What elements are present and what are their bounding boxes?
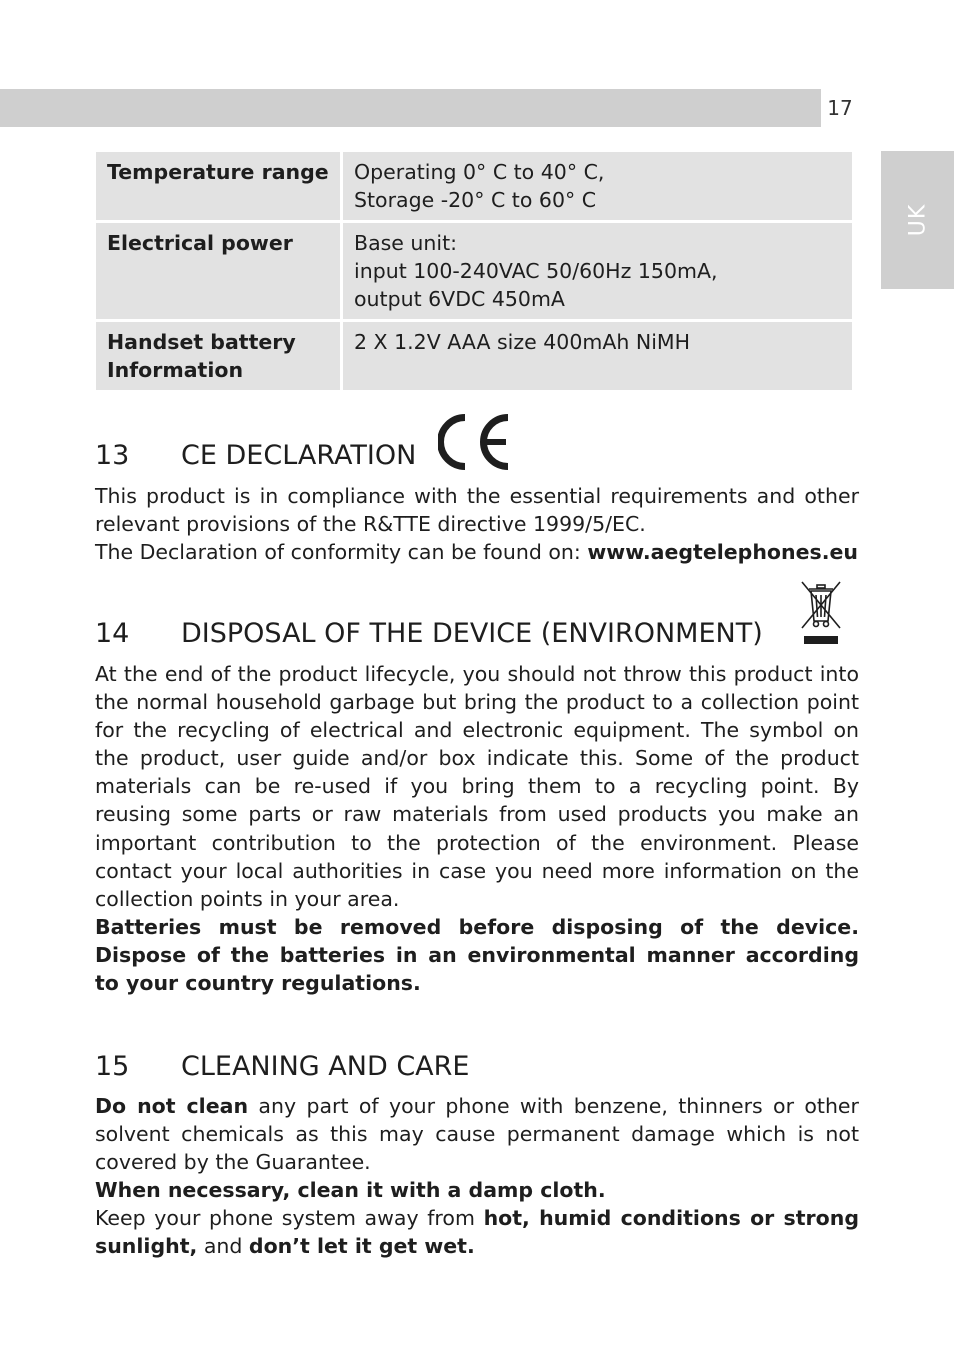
crossed-out-bin-icon (800, 580, 842, 648)
section-heading-cleaning (95, 1050, 469, 1084)
spec-label: Handset battery Information (96, 322, 340, 390)
section-number: 13 (95, 440, 130, 471)
language-tab-label: UK (905, 203, 930, 237)
section-title: CE DECLARATION (181, 440, 417, 471)
spec-label: Temperature range (96, 152, 340, 220)
ce-mark-icon (438, 414, 512, 470)
declaration-link[interactable]: www.aegtelephones.eu (587, 540, 859, 565)
spec-value: 2 X 1.2V AAA size 400mAh NiMH (343, 322, 852, 390)
table-row (96, 152, 852, 220)
section-number: 15 (95, 1051, 130, 1082)
table-row (96, 322, 852, 390)
spec-value: Base unit: input 100-240VAC 50/60Hz 150mA, output 6VDC 450mA (343, 223, 852, 319)
page-number: 17 (827, 96, 853, 120)
section-title: DISPOSAL OF THE DEVICE (ENVIRONMENT) (181, 618, 763, 649)
disposal-paragraph: At the end of the product lifecycle, you should not throw this product into the normal household garbage but bring the product to a collection point for the recycling of electrical and electronic equipment. The symbol on the product, user guide and/or box indicate this. Some of the product materials can be re-used if you bring them to a recycling point. By reusing some parts or raw materials from used products you make an important contribution to the protection of the environment. Please contact your local authorities in case you need more information on the collection points in your area. Batteries must be removed before disposing of the device. Dispose of the batteries in an environmental manner according to your country regulations. (95, 662, 859, 996)
language-tab (881, 151, 954, 289)
ce-paragraph: This product is in compliance with the essential requirements and other relevant provisions of the R&TTE directive 1999/5/EC. The Declaration of conformity can be found on: www.aegtelephones.eu (95, 484, 859, 565)
section-heading-ce (95, 439, 416, 473)
section-number: 14 (95, 618, 130, 649)
spec-label: Electrical power (96, 223, 340, 319)
cleaning-paragraph: Do not clean any part of your phone with benzene, thinners or other solvent chemicals as this may cause permanent damage which is not covered by the Guarantee. When necessary, clean it with a damp cloth. Keep your phone system away from hot, humid conditions or strong sunlight, and don’t let it get wet. (95, 1094, 859, 1259)
spec-value: Operating 0° C to 40° C, Storage -20° C to 60° C (343, 152, 852, 220)
section-heading-disposal (95, 617, 763, 651)
spec-table (93, 149, 855, 393)
table-row (96, 223, 852, 319)
header-bar (0, 89, 821, 127)
section-title: CLEANING AND CARE (181, 1051, 470, 1082)
